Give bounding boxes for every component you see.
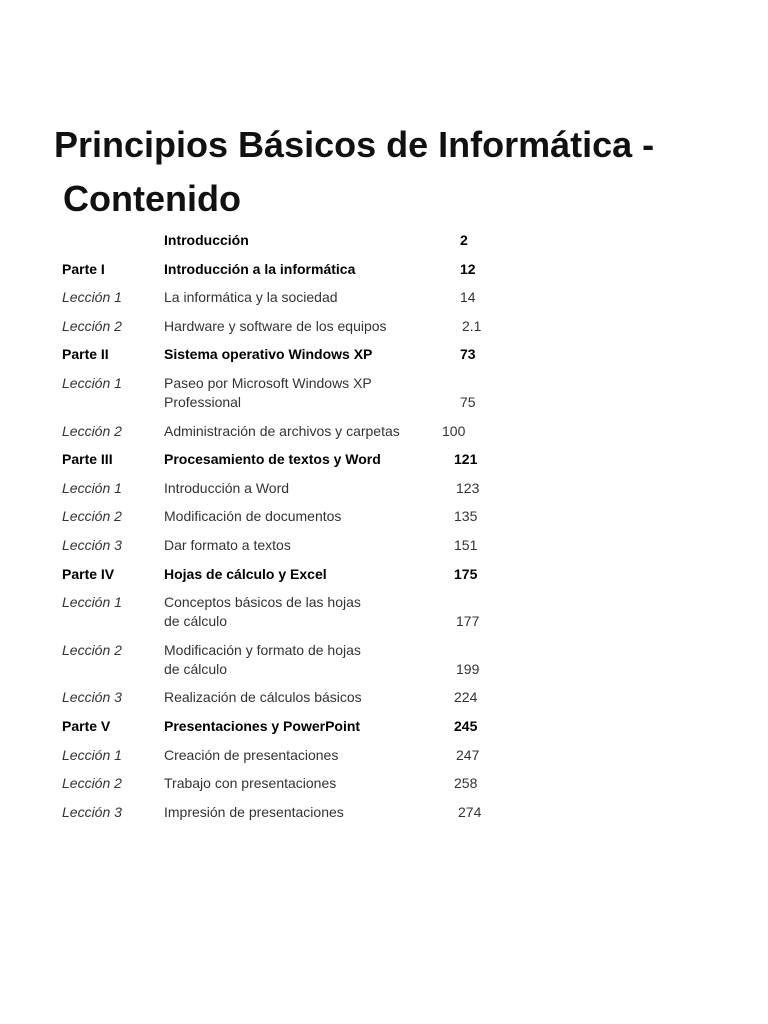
toc-page-number: 177 — [456, 613, 480, 630]
toc-part-label: Parte V — [62, 717, 111, 734]
toc-entry-title-line: Creación de presentaciones — [164, 746, 339, 763]
page-title — [54, 118, 654, 226]
toc-page-number: 2 — [460, 232, 468, 248]
toc-lesson-row — [62, 593, 522, 641]
toc-lesson-label: Lección 3 — [62, 536, 122, 553]
toc-entry-title — [164, 507, 434, 526]
toc-lesson-row — [62, 288, 522, 317]
toc-lesson-row — [62, 688, 522, 717]
toc-entry-title — [164, 565, 434, 584]
toc-lesson-row — [62, 479, 522, 508]
toc-page-number: 199 — [456, 660, 480, 677]
toc-page-number: 12 — [460, 260, 476, 277]
toc-part-label: Parte II — [62, 346, 109, 363]
toc-entry-title-line: Dar formato a textos — [164, 536, 291, 553]
toc-entry-title-line: Introducción a Word — [164, 479, 290, 496]
toc-entry-title-line: Realización de cálculos básicos — [164, 689, 362, 706]
toc-part-row — [62, 717, 522, 746]
toc-lesson-row — [62, 507, 522, 536]
toc-entry-title — [164, 260, 434, 279]
toc-entry-title — [164, 345, 434, 364]
toc-entry-title-line: de cálculo — [164, 660, 228, 677]
toc-entry-title — [164, 288, 434, 307]
toc-entry-title — [164, 641, 434, 679]
toc-lesson-row — [62, 374, 522, 422]
toc-lesson-label: Lección 2 — [62, 775, 122, 792]
toc-entry-title — [164, 479, 434, 498]
toc-entry-title — [164, 450, 434, 469]
page-title-line-1: Principios Básicos de Informática - — [54, 124, 655, 165]
toc-page-number: 247 — [456, 746, 480, 763]
toc-part-label: Parte III — [62, 451, 113, 468]
toc-page-number: 274 — [458, 803, 482, 820]
toc-entry-title-line: Sistema operativo Windows XP — [164, 346, 373, 363]
toc-entry-title-line: Impresión de presentaciones — [164, 803, 344, 820]
toc-part-label: Parte I — [62, 260, 105, 277]
toc-page-number: 14 — [460, 289, 476, 306]
toc-entry-title-line: La informática y la sociedad — [164, 289, 338, 306]
toc-entry-title — [164, 688, 434, 707]
toc-lesson-label: Lección 1 — [62, 479, 122, 496]
toc-lesson-label: Lección 1 — [62, 594, 122, 611]
toc-page-number: 121 — [454, 451, 478, 468]
toc-entry-title-line: Modificación y formato de hojas — [164, 641, 361, 658]
page-title-line-2: Contenido — [63, 178, 241, 219]
toc-entry-title — [164, 803, 434, 822]
toc-entry-title — [164, 374, 434, 412]
toc-entry-title-line: Procesamiento de textos y Word — [164, 451, 381, 468]
toc-lesson-row — [62, 422, 522, 451]
toc-lesson-label: Lección 2 — [62, 422, 122, 439]
toc-page-number: 123 — [456, 479, 480, 496]
toc-entry-title — [164, 536, 434, 555]
toc-lesson-label: Lección 1 — [62, 746, 122, 763]
toc-lesson-label: Lección 3 — [62, 803, 122, 820]
toc-entry-title-line: Modificación de documentos — [164, 508, 342, 525]
toc-entry-title-line: Conceptos básicos de las hojas — [164, 594, 361, 611]
table-of-contents — [62, 231, 522, 831]
toc-entry-title-line: Introducción — [164, 232, 249, 248]
toc-entry-title — [164, 593, 434, 631]
toc-entry-title — [164, 717, 434, 736]
toc-part-row — [62, 260, 522, 289]
toc-lesson-label: Lección 1 — [62, 289, 122, 306]
toc-entry-title-line: Administración de archivos y carpetas — [164, 422, 400, 439]
toc-part-row — [62, 231, 522, 260]
toc-entry-title — [164, 317, 434, 336]
toc-page-number: 258 — [454, 775, 478, 792]
toc-entry-title-line: de cálculo — [164, 613, 228, 630]
toc-part-row — [62, 450, 522, 479]
toc-lesson-label: Lección 2 — [62, 508, 122, 525]
toc-part-row — [62, 565, 522, 594]
toc-entry-title — [164, 746, 434, 765]
toc-lesson-row — [62, 803, 522, 832]
toc-page-number: 151 — [454, 536, 478, 553]
toc-page-number: 245 — [454, 717, 478, 734]
toc-page-number: 75 — [460, 393, 476, 410]
toc-lesson-row — [62, 746, 522, 775]
toc-entry-title-line: Presentaciones y PowerPoint — [164, 717, 361, 734]
toc-lesson-label: Lección 3 — [62, 689, 122, 706]
toc-page-number: 100 — [442, 422, 466, 439]
toc-entry-title-line: Hojas de cálculo y Excel — [164, 565, 327, 582]
toc-lesson-label: Lección 2 — [62, 641, 122, 658]
toc-part-row — [62, 345, 522, 374]
toc-lesson-row — [62, 317, 522, 346]
toc-page-number: 135 — [454, 508, 478, 525]
toc-entry-title-line: Hardware y software de los equipos — [164, 317, 387, 334]
toc-lesson-label: Lección 1 — [62, 374, 122, 391]
toc-page-number: 73 — [460, 346, 476, 363]
toc-part-label: Parte IV — [62, 565, 115, 582]
toc-page-number: 2.1 — [462, 317, 482, 334]
toc-entry-title-line: Professional — [164, 393, 242, 410]
toc-lesson-row — [62, 641, 522, 689]
toc-entry-title-line: Introducción a la informática — [164, 260, 356, 277]
toc-entry-title — [164, 774, 434, 793]
toc-lesson-row — [62, 774, 522, 803]
toc-entry-title-line: Paseo por Microsoft Windows XP — [164, 374, 372, 391]
toc-page-number: 175 — [454, 565, 478, 582]
toc-entry-title-line: Trabajo con presentaciones — [164, 775, 337, 792]
toc-lesson-row — [62, 536, 522, 565]
toc-page-number: 224 — [454, 689, 478, 706]
toc-entry-title — [164, 231, 434, 250]
toc-lesson-label: Lección 2 — [62, 317, 122, 334]
toc-entry-title — [164, 422, 434, 441]
